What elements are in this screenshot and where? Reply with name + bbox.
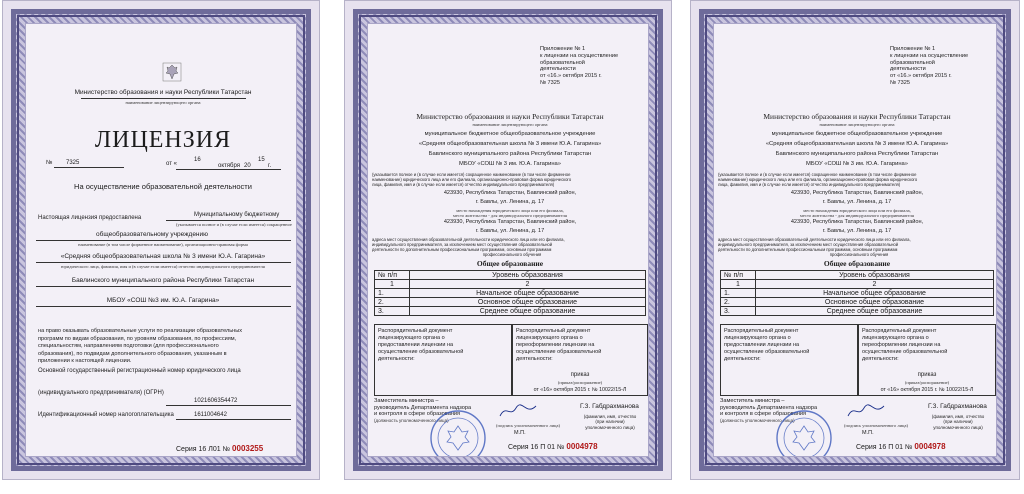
- doc-left-box: Распорядительный документ лицензирующего органа о предоставлении лицензии на осуществление образовательной деятельности:: [374, 324, 512, 396]
- appendix-copy-series-line: Серия 16 П 01 № 0004978: [856, 442, 946, 451]
- table-row: 2. Основное общее образование: [721, 298, 994, 307]
- section-title: Общее образование: [476, 259, 544, 268]
- district-name: Бавлинского муниципального района Республики Татарстан: [71, 277, 255, 284]
- appendix-copy-paper: Приложение № 1 к лицензии на осуществление образовательной деятельности от «16.» октября 2015 г. № 7325 Министерство образования и науки Республики Татарстан наименование лицензирующего органа муниципальное бюджетное общеобразовательное учреждение «Средняя общеобразовательная школа № 3 имени Ю.А. Гагарина» Бавлинского муниципального района Республики Татарстан МБОУ «СОШ № 3 им. Ю.А. Гагарина» (указывается полное и (в случае если имеется) сокращенное наименование (в том числе фирменное наименование) юридического лица или его филиала, организационно-правовая форма юридического лица, фамилия, имя и (в случае если имеется) отчество индивидуального предпринимателя) 423930, Республика Татарстан, Бавлинский район, г. Бавлы, ул. Ленина, д. 17 место нахождения юридического лица или его филиала, место жительства - для индивидуального предпринимателя 423930, Республика Татарстан, Бавлинский район, г. Бавлы, ул. Ленина, д. 17 адреса мест осуществления образовательной деятельности юридического лица или его филиала, индивидуального предпринимателя, за исключением мест осуществления образовательной деятельности по дополнительным профессиональным программам, основным программам профессионального обучения Общее образование № п/п Уровень образования 1 2 1. Начальное общее образование 2. Основное общее образование 3. Среднее общее образование Распорядительный документ лицензирующего органа о предоставлении лицензии на осуществление образовательной деятельности: Распорядительный документ лицензирующего органа о переоформлении лицензии на осуществление образовательной деятельности: приказ (приказ/распоряжение) от «16» октября 2015 г. № 10022/15-Л Заместитель министра – руководитель Департамента надзора и контроля в сфере образования (должность уполномоченного лица) (подпись уполномоченного лица) М.П. Г.З. Габдрахманова (фамилия, имя, отчество (при наличии) уполномоченного лица) Серия 16 П 01 № 0004978: [713, 23, 997, 457]
- date-from-label: от «: [166, 161, 177, 167]
- table-row: 1. Начальное общее образование: [375, 289, 646, 298]
- education-table: [374, 270, 646, 316]
- signer-name: Г.З. Габдрахманова: [580, 403, 639, 410]
- official-stamp-icon: [774, 408, 834, 457]
- address-1: 423930, Республика Татарстан, Бавлинский район,: [443, 190, 577, 196]
- license-month: октября: [218, 163, 240, 169]
- year-prefix: 20: [244, 163, 251, 169]
- license-sheet: [2, 0, 320, 480]
- education-table-copy: № п/п Уровень образования 1 2 1. Начальное общее образование 2. Основное общее образование 3. Среднее общее образование: [720, 270, 994, 316]
- appendix-number: 1: [581, 46, 586, 52]
- appendix-copy-serial: 0004978: [914, 442, 946, 451]
- signature-icon: [498, 402, 538, 420]
- order-date: от «16» октября 2015 г. № 10022/15-Л: [533, 387, 627, 393]
- inn-value: 1611004642: [194, 412, 227, 418]
- official-stamp-icon: [428, 408, 488, 457]
- series-line: Серия 16 Л01 № 0003255: [176, 444, 264, 453]
- appendix-copy-sheet: [690, 0, 1020, 480]
- signer-title: Заместитель министра – руководитель Департамента надзора и контроля в сфере образования (должность уполномоченного лица): [374, 398, 472, 423]
- org-full-name: «Средняя общеобразовательная школа № 3 имени Ю.А. Гагарина»: [60, 253, 266, 260]
- table-row: 3. Среднее общее образование: [721, 307, 994, 316]
- mp-mark: М.П.: [514, 430, 526, 436]
- table-row: 2. Основное общее образование: [375, 298, 646, 307]
- ogrn-label: Основной государственный регистрационный номер юридического лица: [38, 368, 241, 374]
- serial-number: 0003255: [232, 444, 264, 453]
- doc-right-box: Распорядительный документ лицензирующего органа о переоформлении лицензии на осуществление образовательной деятельности: приказ (приказ/распоряжение) от «16» октября 2015 г. № 10022/15-Л: [512, 324, 648, 396]
- authority-caption: наименование лицензирующего органа: [125, 100, 201, 105]
- license-day: 16: [194, 157, 201, 163]
- table-subheader-row: 1 2: [375, 280, 646, 289]
- appendix-ministry: Министерство образования и науки Республики Татарстан: [416, 112, 604, 121]
- appendix-copy-number: 1: [931, 46, 936, 52]
- activity-title: На осуществление образовательной деятельности: [74, 182, 252, 191]
- org-caption: наименование (в том числе фирменное наименование), организационно-правовая форма: [78, 242, 248, 247]
- appendix-paper: Приложение № 1 к лицензии на осуществление образовательной деятельности от «16.» октября 2015 г. № 7325 Министерство образования и науки Республики Татарстан наименование лицензирующего органа муниципальное бюджетное общеобразовательное учреждение «Средняя общеобразовательная школа № 3 имени Ю.А. Гагарина» Бавлинского муниципального района Республики Татарстан МБОУ «СОШ № 3 им. Ю.А. Гагарина» (указывается полное и (в случае если имеется) сокращенное наименование (в том числе фирменное наименование) юридического лица или его филиала, организационно-правовая форма юридического лица, фамилия, имя и (в случае если имеется) отчество индивидуального предпринимателя) 423930, Республика Татарстан, Бавлинский район, г. Бавлы, ул. Ленина, д. 17 место нахождения юридического лица или его филиала, место жительства - для индивидуального предпринимателя 423930, Республика Татарстан, Бавлинский район, г. Бавлы, ул. Ленина, д. 17 адреса мест осуществления образовательной деятельности юридического лица или его филиала, индивидуального предпринимателя, за исключением мест осуществления образовательной деятельности по дополнительным профессиональным программам, основным программам профессионального обучения Общее образование № п/п Уровень образования 1 2 1. Начальное общее образование 2. Основное общее образование 3. Среднее общее образование Распорядительный документ лицензирующего органа о предоставлении лицензии на осуществление образовательной деятельности: Распорядительный документ лицензирующего органа о переоформлении лицензии на осуществление образовательной деятельности: приказ (приказ/распоряжение) от «16» октября 2015 г. № 10022/15-Л Заместитель министра – руководитель Департамента надзора и контроля в сфере образования (должность уполномоченного лица) (подпись уполномоченного лица) М.П. Г.З. Габдрахманова (фамилия, имя, отчество (при наличии) уполномоченного лица) Серия 16 П 01 № 0004978: [367, 23, 649, 457]
- signature-icon: [846, 402, 886, 420]
- license-paper: [25, 23, 297, 457]
- appendix-serial: 0004978: [566, 442, 598, 451]
- ogrn-value: 1021606354472: [194, 398, 238, 404]
- activity-caption: адреса мест осуществления образовательной деятельности юридического лица или его филиала, индивидуального предпринимателя, за исключением мест осуществления образовательной деятельности по дополнительным профессиональным программам, основным программам профессионального обучения: [372, 237, 565, 257]
- number-label: №: [46, 160, 53, 166]
- table-header-row: № п/п Уровень образования: [375, 271, 646, 280]
- appendix-short-name: МБОУ «СОШ № 3 им. Ю.А. Гагарина»: [459, 161, 561, 167]
- appendix-district: Бавлинского муниципального района Республики Татарстан: [428, 151, 592, 157]
- short-name: МБОУ «СОШ №3 им. Ю.А. Гагарина»: [106, 297, 220, 304]
- issued-to-caption: (указывается полное и (в случае если имеется) сокращенное: [176, 222, 292, 227]
- name-caption: (указывается полное и (в случае если имеется) сокращенное наименование (в том числе фирменное наименование) юридического лица или его филиала, организационно-правовая форма юридического лица, фамилия, имя и (в случае если имеется) отчество индивидуального предпринимателя): [372, 172, 572, 187]
- issued-to-value: Муниципальному бюджетному: [194, 212, 280, 218]
- license-title: ЛИЦЕНЗИЯ: [94, 127, 232, 153]
- appendix-org-full: «Средняя общеобразовательная школа № 3 имени Ю.А. Гагарина»: [418, 141, 602, 147]
- appendix-sheet: [344, 0, 672, 480]
- address-2: 423930, Республика Татарстан, Бавлинский район,: [443, 219, 577, 225]
- license-number: 7325: [66, 160, 80, 166]
- table-row: 1. Начальное общее образование: [721, 289, 994, 298]
- ministry-name: Министерство образования и науки Республики Татарстан: [74, 89, 252, 96]
- table-row: 3. Среднее общее образование: [375, 307, 646, 316]
- license-year: 15: [258, 157, 265, 163]
- issued-to-label: Настоящая лицензия предоставлена: [38, 215, 142, 221]
- inn-label: Идентификационный номер налогоплательщика: [38, 412, 174, 418]
- appendix-header: Приложение № 1 к лицензии на осуществление образовательной деятельности от «16.» октября 2015 г. № 7325: [540, 46, 619, 86]
- year-suffix: г.: [268, 163, 272, 169]
- appendix-series-line: Серия 16 П 01 № 0004978: [508, 442, 598, 451]
- appendix-org-type: муниципальное бюджетное общеобразовательное учреждение: [424, 131, 596, 137]
- order-word: приказ: [570, 372, 590, 378]
- ogrn-label-2: (индивидуального предпринимателя) (ОГРН): [38, 390, 164, 396]
- coat-of-arms-icon: [162, 62, 182, 82]
- rights-text: на право оказывать образовательные услуги по реализации образовательных программ по видам образования, по уровням образования, по профессиям, специальностям, направлениям подготовки (для профессионального образования), по подвидам дополнительного образования, указанным в приложении к настоящей лицензии.: [38, 328, 243, 365]
- org-caption-2: юридического лица, фамилия, имя и (в случае если имеется) отчество индивидуального предпринимателя: [61, 264, 265, 269]
- org-type: общеобразовательному учреждению: [96, 231, 209, 238]
